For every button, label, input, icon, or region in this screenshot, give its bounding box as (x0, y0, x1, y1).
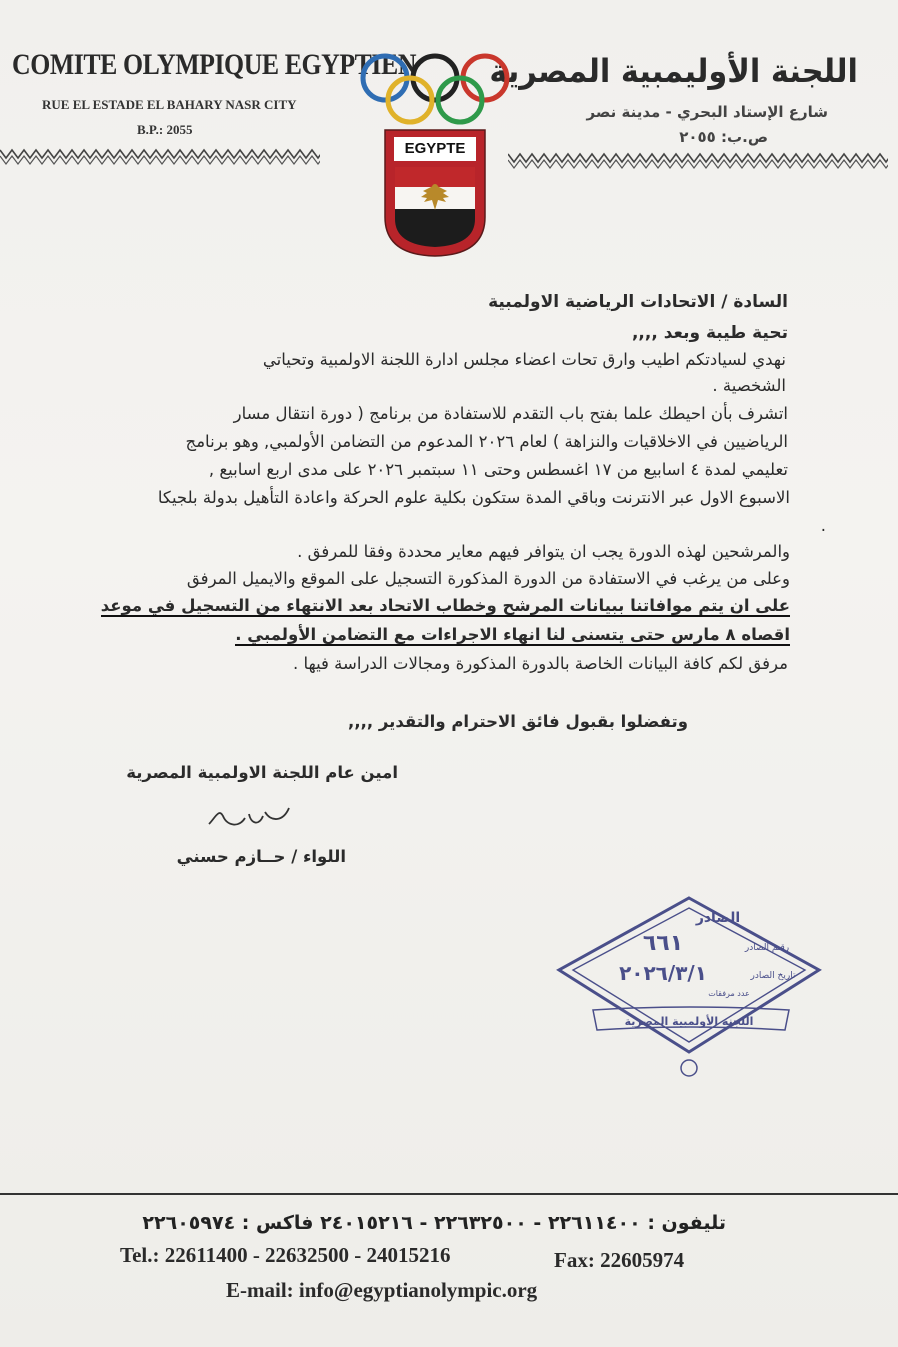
stamp-date: ٢٠٢٦/٣/١ (619, 961, 707, 985)
handwritten-signature (205, 800, 295, 836)
french-org-name: COMITE OLYMPIQUE EGYPTIEN (12, 48, 417, 81)
deadline-line-2: اقصاه ٨ مارس حتى يتسنى لنا انهاء الاجراءات مع التضامن الأولمبي . (235, 625, 790, 644)
greeting-line: تحية طيبة وبعد ,,,, (631, 323, 788, 343)
stamp-attachments-label: عدد مرفقات (708, 989, 750, 998)
stamp-org: اللجنة الأولمبية المصرية (624, 1015, 754, 1028)
stamp-number-label: رقـم الصادر (744, 943, 790, 953)
body-line-1: اتشرف بأن احيطك علما بفتح باب التقدم للاستفادة من برنامج ( دورة انتقال مسار (233, 404, 788, 423)
arabic-address: شارع الإستاد البحري - مدينة نصر (586, 103, 828, 121)
signatory-name: اللواء / حــازم حسني (176, 847, 346, 866)
footer-divider (0, 1193, 898, 1195)
attachment-line: مرفق لكم كافة البيانات الخاصة بالدورة المذكورة ومجالات الدراسة فيها . (292, 654, 788, 673)
footer-english-fax: Fax: 22605974 (554, 1248, 685, 1272)
body-line-5: . (820, 516, 826, 535)
recipient-line: السادة / الاتحادات الرياضية الاولمبية (488, 292, 788, 312)
french-address: RUE EL ESTADE EL BAHARY NASR CITY (42, 97, 297, 112)
intro-line-2: الشخصية . (712, 376, 786, 395)
registration-line: وعلى من يرغب في الاستفادة من الدورة المذكورة التسجيل على الموقع والايميل المرفق (186, 569, 790, 588)
olympic-rings-logo (355, 50, 515, 130)
deadline-line-1: على ان يتم موافاتنا ببيانات المرشح وخطاب الاتحاد بعد الانتهاء من التسجيل في موعد (100, 596, 790, 615)
french-po-box: B.P.: 2055 (137, 122, 193, 137)
arabic-po-box: ص.ب: ٢٠٥٥ (679, 128, 768, 146)
closing-line: وتفضلوا بقبول فائق الاحترام والتقدير ,,,, (348, 712, 688, 731)
footer-email: E-mail: info@egyptianolympic.org (226, 1278, 538, 1302)
signatory-title: امين عام اللجنة الاولمبية المصرية (126, 763, 398, 782)
body-line-2: الرياضيين في الاخلاقيات والنزاهة ) لعام ٢٠٢٦ المدعوم من التضامن الأولمبي, وهو برنامج (185, 432, 788, 451)
stamp-date-label: تاريخ الصادر (750, 971, 796, 981)
body-line-3: تعليمي لمدة ٤ اسابيع من ١٧ اغسطس وحتى ١١ سبتمبر ٢٠٢٦ على مدى اربع اسابيع , (208, 460, 788, 479)
outgoing-stamp (553, 892, 825, 1092)
emblem-label: EGYPTE (404, 140, 466, 157)
intro-line-1: نهدي لسيادتكم اطيب وارق تحات اعضاء مجلس ادارة اللجنة الاولمبية وتحياتي (262, 350, 786, 369)
stamp-number: ٦٦١ (642, 931, 684, 956)
footer-arabic-phones: تليفون : ٢٢٦١١٤٠٠ - ٢٢٦٣٢٥٠٠ - ٢٤٠١٥٢١٦ فاكس : ٢٢٦٠٥٩٧٤ (142, 1212, 726, 1234)
body-line-4: الاسبوع الاول عبر الانترنت وباقي المدة ستكون بكلية علوم الحركة واعادة التأهيل بدولة بلجيكا (157, 488, 790, 507)
arabic-org-name: اللجنة الأوليمبية المصرية (489, 52, 858, 90)
criteria-line: والمرشحين لهذه الدورة يجب ان يتوافر فيهم معاير محددة وفقا للمرفق . (297, 542, 790, 561)
left-zigzag-ornament (0, 144, 320, 166)
right-zigzag-ornament (508, 148, 888, 170)
stamp-title: الصادر (695, 910, 741, 926)
footer-english-phones: Tel.: 22611400 - 22632500 - 24015216 (120, 1243, 451, 1267)
